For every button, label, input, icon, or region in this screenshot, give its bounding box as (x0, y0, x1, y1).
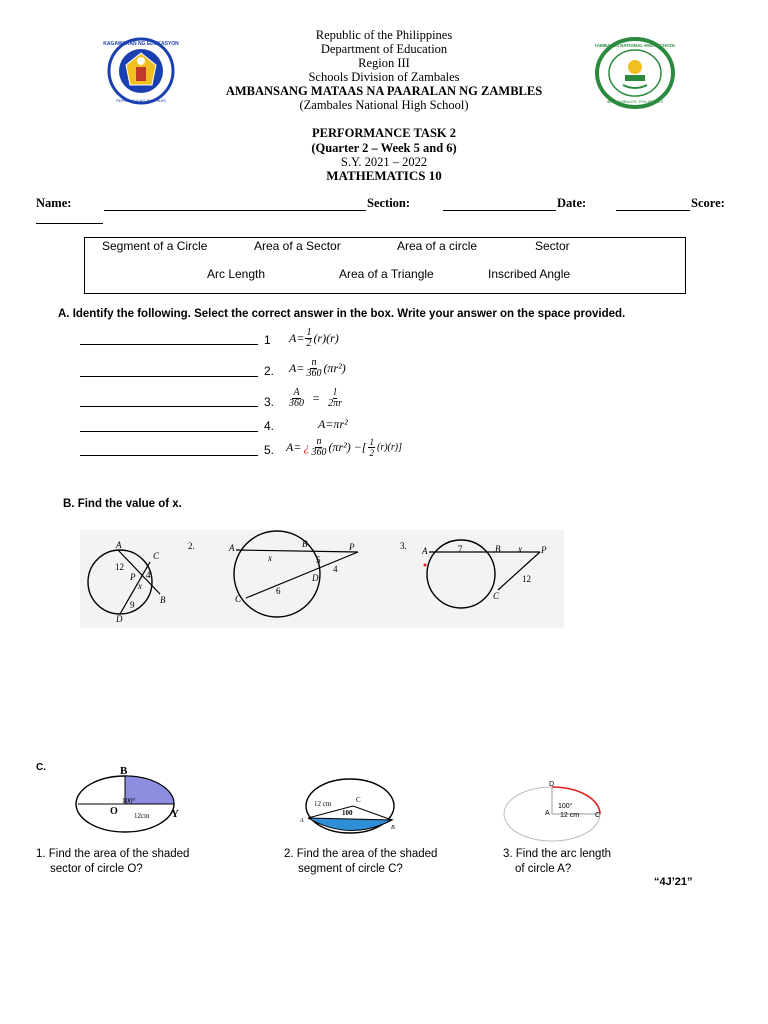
c3-angle: 100° (558, 803, 573, 810)
header-region: Region III (358, 56, 410, 70)
header-republic: Republic of the Philippines (315, 28, 453, 42)
fig3-num-12: 12 (522, 574, 531, 584)
fig2-number: 2. (188, 541, 195, 551)
question-c1-line1: 1. Find the area of the shaded (36, 848, 190, 860)
header-school-en: (Zambales National High School) (299, 98, 469, 112)
answer-line-5[interactable] (80, 455, 258, 456)
fig3-number: 3. (400, 541, 407, 551)
school-seal-bottom: IBA, ZAMBALES, PHILIPPINES (606, 99, 664, 104)
question-c1-line2: sector of circle O? (50, 863, 143, 875)
item-number-3: 3. (264, 395, 275, 409)
formula-3-den1: 360 (289, 398, 304, 409)
formula-2-rest: (πr²) (323, 361, 346, 375)
school-year: S.Y. 2021 – 2022 (340, 155, 428, 169)
fig1-num-9: 9 (130, 600, 135, 610)
deped-seal-text: KAGAWARAN NG EDUKASYON (103, 41, 179, 47)
footer-code: “4J’21” (654, 876, 693, 888)
c1-label-o: O (110, 806, 118, 817)
formula-5-den: 360 (311, 447, 327, 458)
fig2-label-d: D (312, 573, 319, 583)
header-deped: Department of Education (320, 42, 448, 56)
c1-angle: 100° (122, 797, 136, 805)
choice-area-circle: Area of a circle (397, 239, 478, 253)
c3-label-d: D (549, 781, 555, 788)
name-line[interactable] (104, 210, 366, 211)
question-c3-line2: of circle A? (515, 863, 572, 875)
answer-line-3[interactable] (80, 406, 258, 407)
c2-angle: 100 (342, 809, 353, 817)
item-number-5: 5. (264, 443, 275, 457)
item-number-1: 1 (264, 333, 271, 347)
choice-arc-length: Arc Length (207, 267, 266, 281)
fig1-label-d: D (116, 614, 123, 624)
c1-label-y: Y (171, 808, 179, 820)
figure-c2 (298, 776, 408, 838)
fig2-label-a: A (229, 543, 235, 553)
fig2-num-4: 4 (333, 564, 338, 574)
answer-line-1[interactable] (80, 344, 258, 345)
formula-3-num2: l (333, 387, 337, 398)
c2-label-a: A (300, 818, 304, 824)
fig2-label-p: P (349, 542, 355, 552)
fig1-label-b: B (160, 595, 166, 605)
score-line[interactable] (36, 223, 103, 224)
fig2-num-6: 6 (276, 586, 281, 596)
figure-b1 (88, 540, 166, 624)
formula-2-num: n (311, 357, 317, 368)
c3-label-c: C (595, 812, 601, 819)
figure-b3 (400, 540, 547, 608)
quarter-label: (Quarter 2 – Week 5 and 6) (311, 141, 457, 155)
answer-line-2[interactable] (80, 376, 258, 377)
fig3-label-c: C (493, 591, 500, 601)
task-title: PERFORMANCE TASK 2 (312, 126, 456, 140)
header-school-name: AMBANSANG MATAAS NA PAARALAN NG ZAMBLES (225, 84, 543, 98)
fig2-label-c: C (235, 594, 242, 604)
formula-5 (286, 437, 402, 458)
choice-inscribed-angle: Inscribed Angle (488, 267, 571, 281)
c3-radius: 12 cm (560, 812, 580, 819)
subject-title: MATHEMATICS 10 (326, 168, 442, 183)
fig3-label-a: A (422, 546, 428, 556)
formula-5-mark: ¿ (303, 440, 310, 454)
item-number-2: 2. (264, 364, 275, 378)
date-label: Date: (557, 196, 587, 210)
formula-5-den2: 2 (369, 448, 374, 458)
formula-5-lhs: A= (286, 440, 302, 454)
formula-3-eq: = (312, 391, 321, 405)
choice-area-sector: Area of a Sector (254, 239, 341, 253)
choice-sector: Sector (535, 239, 570, 253)
fig3-label-b: B (495, 544, 501, 554)
fig3-num-7: 7 (458, 544, 463, 554)
header-division: Schools Division of Zambales (308, 70, 460, 84)
formula-3-den2: 2πr (328, 398, 343, 409)
date-line[interactable] (616, 210, 690, 211)
fig3-label-p: P (541, 545, 547, 555)
c1-radius: 12cm (134, 812, 150, 820)
formula-2-lhs: A= (289, 361, 305, 375)
c2-radius: 12 cm (314, 800, 332, 808)
section-line[interactable] (443, 210, 556, 211)
formula-1 (289, 328, 339, 349)
figure-b2 (188, 531, 358, 617)
fig2-label-b: B (302, 539, 308, 549)
fig1-num-4: 4 (146, 570, 151, 580)
formula-1-den: 2 (306, 338, 312, 349)
fig2-num-5: 5 (316, 555, 321, 565)
formula-3 (289, 388, 342, 409)
formula-5-mid: (πr²) −[ (328, 440, 367, 454)
fig1-label-p: P (130, 572, 136, 582)
fig2-label-x: x (268, 553, 272, 563)
part-b-figures (80, 530, 564, 628)
score-label: Score: (691, 196, 725, 210)
deped-seal-bottom: REPUBLIKA NG PILIPINAS (116, 98, 166, 103)
fig1-label-x: x (138, 581, 142, 591)
fig1-label-a: A (116, 540, 122, 550)
part-c-label: C. (36, 762, 46, 773)
c3-label-a: A (545, 810, 550, 817)
formula-5-num: n (316, 436, 322, 447)
question-c3-line1: 3. Find the arc length (503, 848, 612, 860)
fig3-label-x: x (518, 544, 522, 554)
fig1-label-c: C (153, 551, 160, 561)
formula-2 (289, 358, 346, 379)
choice-area-triangle: Area of a Triangle (339, 267, 434, 281)
formula-4: A=πr² (318, 417, 348, 431)
section-label: Section: (367, 196, 411, 210)
school-seal-text: ZAMBALES NATIONAL HIGH SCHOOL (595, 43, 675, 48)
question-c2-line2: segment of circle C? (298, 863, 403, 875)
figure-c3 (498, 778, 618, 844)
formula-1-rest: (r)(r) (313, 331, 339, 345)
c1-label-b: B (120, 765, 128, 777)
part-b-instruction: B. Find the value of x. (63, 498, 182, 510)
formula-3-num1: A (293, 387, 300, 398)
name-label: Name: (36, 196, 72, 210)
formula-5-end: (r)(r)] (376, 442, 402, 453)
question-c2-line1: 2. Find the area of the shaded (284, 848, 438, 860)
item-number-4: 4. (264, 419, 275, 433)
formula-5-num2: 1 (369, 437, 374, 447)
figure-c1 (70, 764, 200, 834)
fig1-num-12: 12 (115, 562, 124, 572)
answer-line-4[interactable] (80, 431, 258, 432)
c2-label-b: B (391, 825, 395, 831)
formula-1-num: 1 (306, 327, 312, 338)
formula-1-lhs: A= (289, 331, 305, 345)
c2-label-c: C (356, 796, 361, 804)
formula-2-den: 360 (306, 368, 322, 379)
choice-segment: Segment of a Circle (102, 239, 208, 253)
part-a-instruction: A. Identify the following. Select the correct answer in the box. Write your answer on the space provided. (58, 308, 626, 320)
